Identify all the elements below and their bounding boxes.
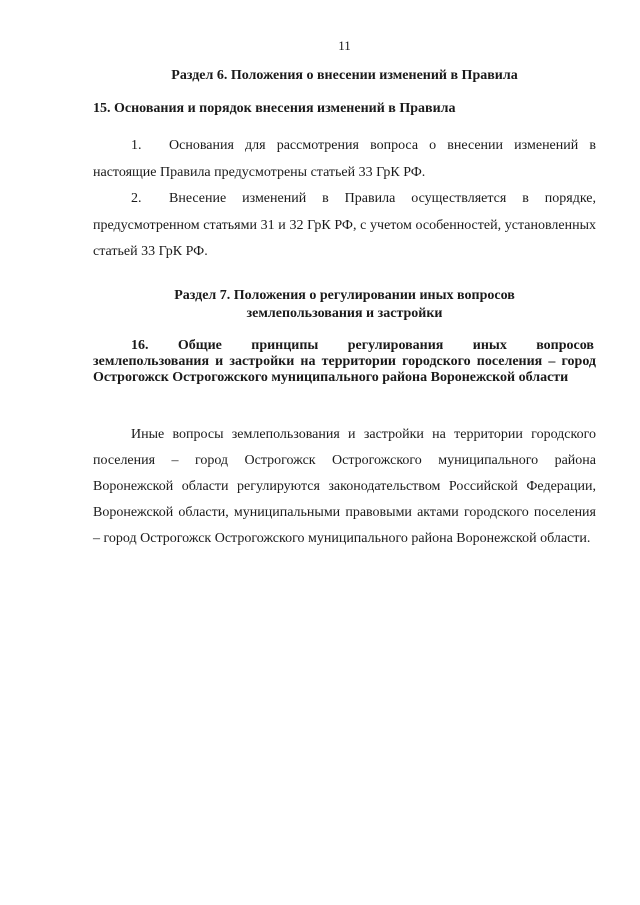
- section-6-title: Раздел 6. Положения о внесении изменений в Правила: [171, 68, 518, 83]
- article-15-item-1: [93, 133, 596, 186]
- item-1-text: Основания для рассмотрения вопроса о внесении изменений в настоящие Правила предусмотрены статьей 33 ГрК РФ.: [93, 138, 596, 180]
- article-16-number: 16.: [131, 338, 149, 353]
- title-word-1: Общие: [177, 338, 222, 353]
- article-16-paragraph: Иные вопросы землепользования и застройки на территории городского поселения – город Острогожск Острогожского муниципального района Воронежской области регулируются законодательством Российской Федерации, Воронежской области, муниципальными правовыми актами городского поселения – город Острогожск Острогожского муниципального района Воронежской области.: [93, 427, 596, 546]
- section-7-title: [93, 287, 596, 323]
- item-2-number: 2.: [131, 191, 142, 206]
- item-2-text: Внесение изменений в Правила осуществляется в порядке, предусмотренном статьями 31 и 32 ГрК РФ, с учетом особенностей, установленных статьей 33 ГрК РФ.: [93, 191, 596, 259]
- title-word-5: вопросов: [536, 338, 594, 353]
- section-7-title-line-1: Раздел 7. Положения о регулировании иных вопросов: [174, 288, 515, 303]
- title-word-4: иных: [472, 338, 507, 353]
- title-word-3: регулирования: [347, 338, 444, 353]
- article-16-title: [93, 338, 596, 386]
- article-15-title: 15. Основания и порядок внесения изменений в Правила: [93, 101, 456, 116]
- page-number: 11: [338, 38, 351, 53]
- item-1-number: 1.: [131, 138, 142, 153]
- article-16-title-rest: землепользования и застройки на территории городского поселения – город Острогожск Острогожского муниципального района Воронежской области: [93, 354, 596, 385]
- article-15-item-2: [93, 186, 596, 266]
- title-word-2: принципы: [251, 338, 319, 353]
- article-16-title-first-line: [93, 338, 596, 354]
- section-7-title-line-2: землепользования и застройки: [246, 306, 443, 321]
